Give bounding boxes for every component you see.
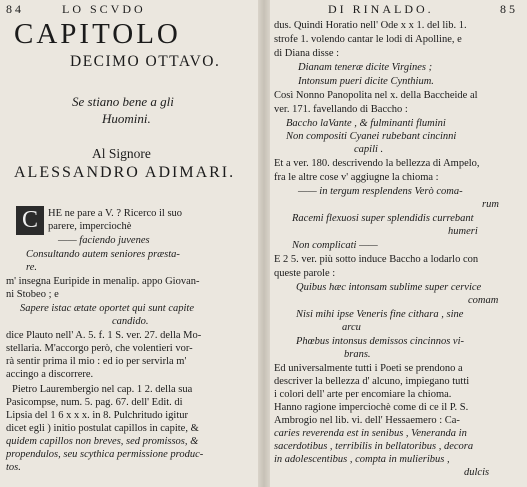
text-line: queste parole : — [274, 268, 336, 279]
address-line-2: ALESSANDRO ADIMARI. — [14, 164, 236, 181]
text-line: E 2 5. ver. più sotto induce Baccho a lodarlo con — [274, 254, 479, 265]
text-line: di Diana disse : — [274, 48, 340, 59]
text-line: Così Nonno Panopolita nel x. della Baccheide al — [274, 90, 478, 101]
quote-line: Non compositi Cyanei rubebant cincinni — [286, 131, 457, 142]
drop-cap: C — [16, 206, 44, 235]
text-line: ver. 171. favellando di Baccho : — [274, 104, 408, 115]
right-page-number: 85 — [500, 2, 518, 16]
quote-line: propendulos, seu scythica permissione produc- — [6, 449, 204, 460]
quote-line: candido. — [112, 316, 149, 327]
text-line: Lipsia del 1 6 x x x. in 8. Pulchritudo igitur — [6, 410, 188, 421]
text-line: Et a ver. 180. descrivendo la bellezza di Ampelo, — [274, 158, 480, 169]
quote-line: —— faciendo juvenes — [58, 235, 150, 246]
left-running-head: LO SCVDO — [62, 2, 146, 16]
text-line: i colori dell' arte per encomiare la chioma. — [274, 389, 452, 400]
text-line: Ambrogio nel lib. vi. dell' Hessaemero : Ca- — [274, 415, 460, 426]
quote-line: Racemi flexuosi super splendidis currebant — [292, 213, 474, 224]
quote-line: humeri — [448, 226, 478, 237]
quote-line: Sapere istac ætate oportet qui sunt capite — [20, 303, 195, 314]
text-line: accingo a discorrere. — [6, 369, 94, 380]
text-line: Pasicompse, num. 5. pag. 67. dell' Edit. di — [6, 397, 183, 408]
text-line: Hanno ragione imperciochè come di ce il P. S. — [274, 402, 469, 413]
quote-line: in adolescentibus , compta in mulieribus , — [274, 454, 450, 465]
text-line: fra le altre cose v' aggiugne la chioma : — [274, 172, 439, 183]
quote-line: comam — [468, 295, 499, 306]
quote-line: Consultando autem seniores præsta- — [26, 249, 180, 260]
quote-line: capili . — [354, 144, 384, 155]
quote-line: Baccho laVante , & fulminanti flumini — [286, 118, 446, 129]
text-line: rà sentir prima il mio : ed io per servirla m' — [6, 356, 187, 367]
chapter-title: CAPITOLO — [14, 18, 181, 50]
quote-line: Non complicati —— — [292, 240, 378, 251]
left-page-number: 84 — [6, 2, 24, 16]
quote-line: caries reverenda est in senibus , Veneranda in — [274, 428, 467, 439]
text-line: ni Stobeo ; e — [6, 289, 59, 300]
quote-line: Nisi mihi ipse Veneris fine cithara , sine — [296, 309, 464, 320]
quote-line: quidem capillos non breves, sed promissos, & — [6, 436, 199, 447]
quote-line: re. — [26, 262, 37, 273]
address-line-1: Al Signore — [92, 146, 151, 161]
text-line: dicet egli ) initio postulat capillos in capite, & — [6, 423, 199, 434]
text-line: stellaria. M'accorgo però, che volentieri vor- — [6, 343, 193, 354]
text-line: m' insegna Euripide in menalip. appo Giovan- — [6, 276, 200, 287]
text-line: descriver la bellezza d' alcuno, impiegano tutti — [274, 376, 470, 387]
quote-line: sacerdotibus , terribilis in bellatoribus , decora — [274, 441, 474, 452]
quote-line: rum — [482, 199, 499, 210]
text-line: Ed universalmente tutti i Poeti se prendono a — [274, 363, 463, 374]
text-line: strofe 1. volendo cantar le lodi di Apolline, e — [274, 34, 462, 45]
quote-line: Quibus hæc intonsam sublime super cervice — [296, 282, 482, 293]
quote-line: Intonsum pueri dicite Cynthium. — [298, 76, 434, 87]
text-line: HE ne pare a V. ? Ricerco il suo — [48, 208, 183, 219]
right-page — [268, 0, 527, 487]
quote-line: —— in tergum resplendens Verò coma- — [298, 186, 463, 197]
quote-line: arcu — [342, 322, 361, 333]
text-line: parere, imperciochè — [48, 221, 132, 232]
subtitle-line-1: Se stiano bene a gli — [72, 94, 174, 109]
subtitle-line-2: Huomini. — [102, 111, 151, 126]
quote-line: brans. — [344, 349, 371, 360]
chapter-number: DECIMO OTTAVO. — [70, 53, 221, 70]
left-page — [0, 0, 260, 487]
quote-line: Phœbus intonsus demissos cincinnos vi- — [296, 336, 464, 347]
text-line: Pietro Laurembergio nel cap. 1 2. della sua — [12, 384, 193, 395]
text-line: dus. Quindi Horatio nell' Ode x x 1. del lib. 1. — [274, 20, 467, 31]
quote-line: dulcis — [464, 467, 490, 478]
text-line: dice Plauto nell' A. 5. f. 1 S. ver. 27. della Mo- — [6, 330, 202, 341]
right-running-head: DI RINALDO. — [328, 2, 434, 16]
quote-line: Dianam teneræ dicite Virgines ; — [298, 62, 433, 73]
quote-line: tos. — [6, 462, 21, 473]
